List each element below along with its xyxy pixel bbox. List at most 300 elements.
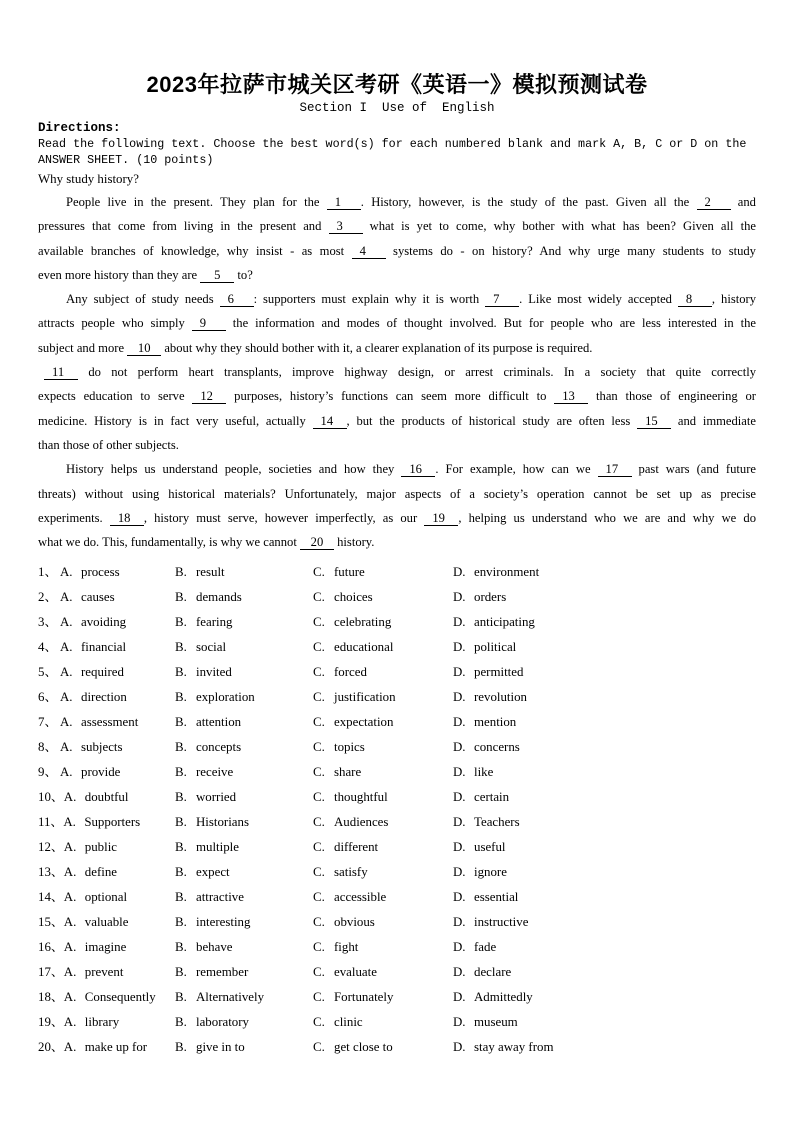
option-letter: C. bbox=[313, 790, 325, 805]
option-text: share bbox=[334, 765, 362, 780]
question-row-5 bbox=[38, 660, 756, 685]
option-text: choices bbox=[334, 590, 373, 605]
question-number: 14、 bbox=[38, 890, 64, 905]
option-letter: C. bbox=[313, 940, 325, 955]
option-letter: B. bbox=[175, 740, 187, 755]
passage-line: even more history than they are 5 to? bbox=[38, 267, 253, 282]
option-text: fight bbox=[334, 940, 359, 955]
option-text: Alternatively bbox=[196, 990, 265, 1005]
option-letter: A. bbox=[63, 790, 77, 805]
question-option-cell bbox=[175, 960, 313, 985]
option-letter: D. bbox=[453, 790, 466, 805]
option-letter: A. bbox=[63, 1040, 77, 1055]
question-option-cell bbox=[453, 935, 756, 960]
passage-title: Why study history? bbox=[38, 172, 139, 186]
question-option-cell bbox=[453, 810, 756, 835]
cloze-blank-8: 8 bbox=[678, 292, 712, 307]
question-option-cell bbox=[175, 910, 313, 935]
option-letter: A. bbox=[60, 640, 73, 655]
question-row-20 bbox=[38, 1035, 756, 1060]
option-text: give in to bbox=[196, 1040, 245, 1055]
question-option-cell bbox=[313, 810, 453, 835]
cloze-blank-12: 12 bbox=[192, 389, 226, 404]
question-option-cell bbox=[175, 935, 313, 960]
option-text: library bbox=[84, 1015, 120, 1030]
question-number: 7、 bbox=[38, 715, 58, 730]
option-text: expect bbox=[196, 865, 230, 880]
question-option-cell bbox=[38, 610, 175, 635]
option-letter: B. bbox=[175, 665, 187, 680]
question-option-cell bbox=[313, 635, 453, 660]
question-option-cell bbox=[453, 760, 756, 785]
option-letter: C. bbox=[313, 590, 325, 605]
question-number: 2、 bbox=[38, 590, 58, 605]
directions-text-line-1: Read the following text. Choose the best word(s) for each numbered blank and mark A, B, C or D on the bbox=[38, 137, 747, 151]
question-option-cell bbox=[453, 585, 756, 610]
option-text: Supporters bbox=[84, 815, 141, 830]
passage-line: what we do. This, fundamentally, is why we cannot 20 history. bbox=[38, 535, 375, 550]
question-option-cell bbox=[313, 935, 453, 960]
option-text: result bbox=[196, 565, 225, 580]
question-option-cell bbox=[175, 810, 313, 835]
option-text: direction bbox=[81, 690, 127, 705]
question-option-cell bbox=[453, 860, 756, 885]
question-option-cell bbox=[175, 635, 313, 660]
option-letter: C. bbox=[313, 690, 325, 705]
passage-line: Any subject of study needs 6 : supporters must explain why it is worth 7 . Like most widely accepted 8 , history bbox=[66, 292, 757, 307]
option-text: multiple bbox=[196, 840, 239, 855]
question-option-cell bbox=[313, 960, 453, 985]
option-letter: C. bbox=[313, 565, 325, 580]
option-letter: C. bbox=[313, 640, 325, 655]
question-option-cell bbox=[313, 910, 453, 935]
option-letter: A. bbox=[60, 740, 73, 755]
cloze-blank-1: 1 bbox=[327, 195, 361, 210]
question-option-cell bbox=[453, 660, 756, 685]
option-letter: D. bbox=[453, 640, 466, 655]
question-row-9 bbox=[38, 760, 756, 785]
option-letter: C. bbox=[313, 965, 325, 980]
passage-line: threats) without using historical materials? Unfortunately, major aspects of a society’s operation cannot be set up as precise bbox=[38, 486, 756, 501]
passage-line: History helps us understand people, societies and how they 16 . For example, how can we 17 past wars (and future bbox=[66, 462, 756, 477]
option-letter: C. bbox=[313, 865, 325, 880]
question-option-cell bbox=[313, 685, 453, 710]
question-number: 18、 bbox=[38, 990, 64, 1005]
question-row-19 bbox=[38, 1010, 756, 1035]
directions-label: Directions: bbox=[38, 121, 121, 135]
option-text: public bbox=[84, 840, 118, 855]
option-text: Teachers bbox=[474, 815, 520, 830]
question-number: 17、 bbox=[38, 965, 64, 980]
question-option-cell bbox=[175, 1010, 313, 1035]
question-option-cell bbox=[38, 885, 175, 910]
question-number: 6、 bbox=[38, 690, 58, 705]
question-option-cell bbox=[38, 1035, 175, 1060]
option-letter: C. bbox=[313, 715, 325, 730]
question-row-11 bbox=[38, 810, 756, 835]
option-text: get close to bbox=[334, 1040, 393, 1055]
option-text: fade bbox=[474, 940, 497, 955]
cloze-blank-6: 6 bbox=[220, 292, 254, 307]
option-text: process bbox=[81, 565, 120, 580]
option-text: assessment bbox=[81, 715, 139, 730]
question-number: 5、 bbox=[38, 665, 58, 680]
option-text: provide bbox=[81, 765, 121, 780]
question-option-cell bbox=[38, 785, 175, 810]
option-text: attractive bbox=[196, 890, 244, 905]
question-option-cell bbox=[313, 610, 453, 635]
option-letter: C. bbox=[313, 915, 325, 930]
passage-line: pressures that come from living in the present and 3 what is yet to come, why bother with what has been? Given all the bbox=[38, 219, 756, 234]
option-text: celebrating bbox=[334, 615, 392, 630]
option-letter: C. bbox=[313, 1040, 325, 1055]
cloze-blank-20: 20 bbox=[300, 535, 334, 550]
option-letter: A. bbox=[60, 615, 73, 630]
passage bbox=[38, 190, 756, 554]
question-option-cell bbox=[38, 935, 175, 960]
option-text: ignore bbox=[474, 865, 507, 880]
question-option-cell bbox=[175, 685, 313, 710]
option-text: required bbox=[81, 665, 124, 680]
option-text: museum bbox=[474, 1015, 518, 1030]
option-letter: B. bbox=[175, 790, 187, 805]
question-row-7 bbox=[38, 710, 756, 735]
option-text: Fortunately bbox=[334, 990, 394, 1005]
option-text: stay away from bbox=[474, 1040, 554, 1055]
cloze-blank-13: 13 bbox=[554, 389, 588, 404]
option-letter: B. bbox=[175, 840, 187, 855]
option-letter: D. bbox=[453, 565, 466, 580]
option-text: accessible bbox=[334, 890, 387, 905]
question-option-cell bbox=[175, 835, 313, 860]
option-letter: B. bbox=[175, 765, 187, 780]
question-row-18 bbox=[38, 985, 756, 1010]
option-text: clinic bbox=[334, 1015, 363, 1030]
question-option-cell bbox=[313, 560, 453, 585]
option-letter: D. bbox=[453, 765, 466, 780]
option-text: obvious bbox=[334, 915, 375, 930]
option-text: revolution bbox=[474, 690, 527, 705]
option-text: prevent bbox=[84, 965, 124, 980]
option-text: make up for bbox=[84, 1040, 148, 1055]
option-text: Audiences bbox=[334, 815, 389, 830]
question-option-cell bbox=[313, 660, 453, 685]
question-option-cell bbox=[175, 660, 313, 685]
option-letter: B. bbox=[175, 590, 187, 605]
option-letter: A. bbox=[63, 965, 77, 980]
option-letter: D. bbox=[453, 815, 466, 830]
question-number: 12、 bbox=[38, 840, 64, 855]
question-option-cell bbox=[453, 735, 756, 760]
option-letter: C. bbox=[313, 615, 325, 630]
option-letter: D. bbox=[453, 615, 466, 630]
option-text: worried bbox=[196, 790, 237, 805]
option-letter: B. bbox=[175, 990, 187, 1005]
option-text: certain bbox=[474, 790, 510, 805]
cloze-blank-3: 3 bbox=[329, 219, 363, 234]
section-heading: Section I Use of English bbox=[299, 101, 495, 115]
cloze-blank-18: 18 bbox=[110, 511, 144, 526]
passage-line: subject and more 10 about why they should bother with it, a clearer explanation of its purpose is required. bbox=[38, 340, 593, 355]
cloze-blank-5: 5 bbox=[200, 268, 234, 283]
option-text: justification bbox=[334, 690, 396, 705]
question-option-cell bbox=[38, 810, 175, 835]
option-text: remember bbox=[196, 965, 249, 980]
question-number: 13、 bbox=[38, 865, 64, 880]
option-text: causes bbox=[81, 590, 115, 605]
option-letter: A. bbox=[63, 990, 77, 1005]
question-option-cell bbox=[453, 685, 756, 710]
question-option-cell bbox=[175, 760, 313, 785]
option-text: like bbox=[474, 765, 494, 780]
directions-text-line-2: ANSWER SHEET. (10 points) bbox=[38, 152, 214, 167]
option-letter: D. bbox=[453, 840, 466, 855]
option-letter: C. bbox=[313, 740, 325, 755]
question-option-cell bbox=[38, 735, 175, 760]
option-text: future bbox=[334, 565, 365, 580]
question-option-cell bbox=[313, 735, 453, 760]
option-letter: D. bbox=[453, 715, 466, 730]
cloze-blank-11: 11 bbox=[44, 365, 78, 380]
passage-line: attracts people who simply 9 the information and modes of thought involved. But for people who are less interested in the bbox=[38, 316, 756, 331]
option-text: essential bbox=[474, 890, 519, 905]
cloze-blank-10: 10 bbox=[127, 341, 161, 356]
option-text: exploration bbox=[196, 690, 255, 705]
cloze-blank-2: 2 bbox=[697, 195, 731, 210]
option-letter: D. bbox=[453, 965, 466, 980]
passage-line: People live in the present. They plan for the 1 . History, however, is the study of the past. Given all the 2 and bbox=[66, 195, 756, 209]
question-option-cell bbox=[175, 610, 313, 635]
option-letter: A. bbox=[63, 865, 77, 880]
question-option-cell bbox=[175, 985, 313, 1010]
question-number: 1、 bbox=[38, 565, 58, 580]
question-number: 16、 bbox=[38, 940, 64, 955]
question-row-6 bbox=[38, 685, 756, 710]
question-option-cell bbox=[38, 960, 175, 985]
option-text: financial bbox=[81, 640, 127, 655]
option-text: attention bbox=[196, 715, 242, 730]
question-number: 8、 bbox=[38, 740, 58, 755]
option-text: fearing bbox=[196, 615, 233, 630]
questions bbox=[38, 560, 756, 1060]
question-option-cell bbox=[453, 710, 756, 735]
option-letter: D. bbox=[453, 590, 466, 605]
option-text: mention bbox=[474, 715, 517, 730]
question-option-cell bbox=[313, 985, 453, 1010]
cloze-blank-16: 16 bbox=[401, 462, 435, 477]
question-option-cell bbox=[453, 560, 756, 585]
option-text: orders bbox=[474, 590, 507, 605]
option-text: thoughtful bbox=[334, 790, 388, 805]
passage-line: 11 do not perform heart transplants, improve highway design, or arrest criminals. In a society that quite correctly bbox=[38, 360, 756, 384]
option-letter: C. bbox=[313, 815, 325, 830]
question-option-cell bbox=[313, 585, 453, 610]
passage-line: available branches of knowledge, why insist - as most 4 systems do - on history? And why urge many students to study bbox=[38, 243, 756, 258]
option-text: anticipating bbox=[474, 615, 535, 630]
cloze-blank-7: 7 bbox=[485, 292, 519, 307]
passage-line: medicine. History is in fact very useful, actually 14 , but the products of historical study are often less 15 and immediate bbox=[38, 413, 756, 428]
question-number: 9、 bbox=[38, 765, 58, 780]
option-letter: B. bbox=[175, 715, 187, 730]
question-option-cell bbox=[38, 760, 175, 785]
option-letter: A. bbox=[60, 665, 73, 680]
question-option-cell bbox=[38, 1010, 175, 1035]
option-text: define bbox=[84, 865, 117, 880]
question-row-8 bbox=[38, 735, 756, 760]
option-letter: B. bbox=[175, 615, 187, 630]
question-option-cell bbox=[38, 635, 175, 660]
option-text: useful bbox=[474, 840, 506, 855]
question-row-13 bbox=[38, 860, 756, 885]
option-letter: D. bbox=[453, 890, 466, 905]
option-text: optional bbox=[84, 890, 128, 905]
question-row-12 bbox=[38, 835, 756, 860]
question-option-cell bbox=[453, 885, 756, 910]
option-letter: D. bbox=[453, 915, 466, 930]
option-text: valuable bbox=[84, 915, 129, 930]
question-option-cell bbox=[175, 785, 313, 810]
option-text: Historians bbox=[196, 815, 249, 830]
option-letter: A. bbox=[63, 890, 77, 905]
option-text: Admittedly bbox=[474, 990, 533, 1005]
question-option-cell bbox=[38, 585, 175, 610]
option-letter: A. bbox=[63, 915, 77, 930]
question-option-cell bbox=[453, 610, 756, 635]
option-text: receive bbox=[196, 765, 234, 780]
option-letter: B. bbox=[175, 640, 187, 655]
question-row-2 bbox=[38, 585, 756, 610]
option-text: topics bbox=[334, 740, 365, 755]
option-text: political bbox=[474, 640, 517, 655]
option-text: behave bbox=[196, 940, 233, 955]
option-letter: D. bbox=[453, 1015, 466, 1030]
option-letter: B. bbox=[175, 965, 187, 980]
question-option-cell bbox=[453, 960, 756, 985]
option-text: instructive bbox=[474, 915, 529, 930]
question-row-4 bbox=[38, 635, 756, 660]
question-number: 11、 bbox=[38, 815, 64, 830]
question-option-cell bbox=[175, 585, 313, 610]
cloze-blank-19: 19 bbox=[424, 511, 458, 526]
option-letter: A. bbox=[60, 765, 73, 780]
option-letter: A. bbox=[63, 940, 77, 955]
question-number: 19、 bbox=[38, 1015, 64, 1030]
question-option-cell bbox=[313, 710, 453, 735]
option-letter: C. bbox=[313, 765, 325, 780]
option-letter: D. bbox=[453, 665, 466, 680]
question-option-cell bbox=[453, 985, 756, 1010]
option-text: demands bbox=[196, 590, 242, 605]
question-number: 20、 bbox=[38, 1040, 64, 1055]
option-letter: A. bbox=[63, 1015, 77, 1030]
question-row-16 bbox=[38, 935, 756, 960]
question-option-cell bbox=[453, 635, 756, 660]
option-letter: B. bbox=[175, 565, 187, 580]
option-text: invited bbox=[196, 665, 232, 680]
option-letter: C. bbox=[313, 665, 325, 680]
question-option-cell bbox=[38, 910, 175, 935]
question-option-cell bbox=[313, 835, 453, 860]
option-text: concepts bbox=[196, 740, 242, 755]
option-text: avoiding bbox=[81, 615, 127, 630]
passage-line: experiments. 18 , history must serve, however imperfectly, as our 19 , helping us understand who we are and why we do bbox=[38, 510, 756, 525]
question-row-15 bbox=[38, 910, 756, 935]
option-text: forced bbox=[334, 665, 367, 680]
option-letter: C. bbox=[313, 840, 325, 855]
question-option-cell bbox=[175, 860, 313, 885]
passage-line: expects education to serve 12 purposes, history’s functions can seem more difficult to 13 than those of engineering or bbox=[38, 389, 757, 404]
question-option-cell bbox=[175, 885, 313, 910]
question-option-cell bbox=[38, 860, 175, 885]
option-text: subjects bbox=[81, 740, 123, 755]
option-letter: D. bbox=[453, 865, 466, 880]
option-letter: A. bbox=[63, 840, 77, 855]
option-letter: B. bbox=[175, 1040, 187, 1055]
question-option-cell bbox=[38, 710, 175, 735]
passage-line: than those of other subjects. bbox=[38, 437, 179, 452]
question-option-cell bbox=[175, 560, 313, 585]
option-text: laboratory bbox=[196, 1015, 249, 1030]
question-option-cell bbox=[313, 885, 453, 910]
option-letter: B. bbox=[175, 940, 187, 955]
option-text: declare bbox=[474, 965, 512, 980]
question-number: 10、 bbox=[38, 790, 64, 805]
question-option-cell bbox=[313, 860, 453, 885]
option-text: evaluate bbox=[334, 965, 377, 980]
option-letter: D. bbox=[453, 1040, 466, 1055]
question-row-3 bbox=[38, 610, 756, 635]
option-letter: B. bbox=[175, 815, 187, 830]
question-option-cell bbox=[453, 835, 756, 860]
question-option-cell bbox=[38, 660, 175, 685]
option-letter: C. bbox=[313, 1015, 325, 1030]
question-option-cell bbox=[38, 560, 175, 585]
option-text: permitted bbox=[474, 665, 524, 680]
option-letter: D. bbox=[453, 940, 466, 955]
question-option-cell bbox=[453, 910, 756, 935]
option-letter: D. bbox=[453, 690, 466, 705]
option-letter: B. bbox=[175, 1015, 187, 1030]
option-text: concerns bbox=[474, 740, 520, 755]
question-option-cell bbox=[453, 1035, 756, 1060]
option-text: satisfy bbox=[334, 865, 368, 880]
question-option-cell bbox=[313, 785, 453, 810]
option-text: doubtful bbox=[84, 790, 129, 805]
option-letter: A. bbox=[60, 590, 73, 605]
question-number: 15、 bbox=[38, 915, 64, 930]
question-option-cell bbox=[38, 985, 175, 1010]
question-row-17 bbox=[38, 960, 756, 985]
option-letter: D. bbox=[453, 990, 466, 1005]
question-row-14 bbox=[38, 885, 756, 910]
option-letter: B. bbox=[175, 690, 187, 705]
option-text: educational bbox=[334, 640, 394, 655]
option-letter: A. bbox=[60, 715, 73, 730]
cloze-blank-17: 17 bbox=[598, 462, 632, 477]
cloze-blank-9: 9 bbox=[192, 316, 226, 331]
question-number: 4、 bbox=[38, 640, 58, 655]
option-letter: B. bbox=[175, 890, 187, 905]
cloze-blank-4: 4 bbox=[352, 244, 386, 259]
exam-title: 2023年拉萨市城关区考研《英语一》模拟预测试卷 bbox=[146, 72, 648, 97]
option-text: Consequently bbox=[84, 990, 156, 1005]
option-text: social bbox=[196, 640, 227, 655]
question-option-cell bbox=[453, 785, 756, 810]
option-letter: A. bbox=[60, 565, 73, 580]
option-text: expectation bbox=[334, 715, 394, 730]
option-letter: A. bbox=[63, 815, 76, 830]
question-option-cell bbox=[313, 1035, 453, 1060]
